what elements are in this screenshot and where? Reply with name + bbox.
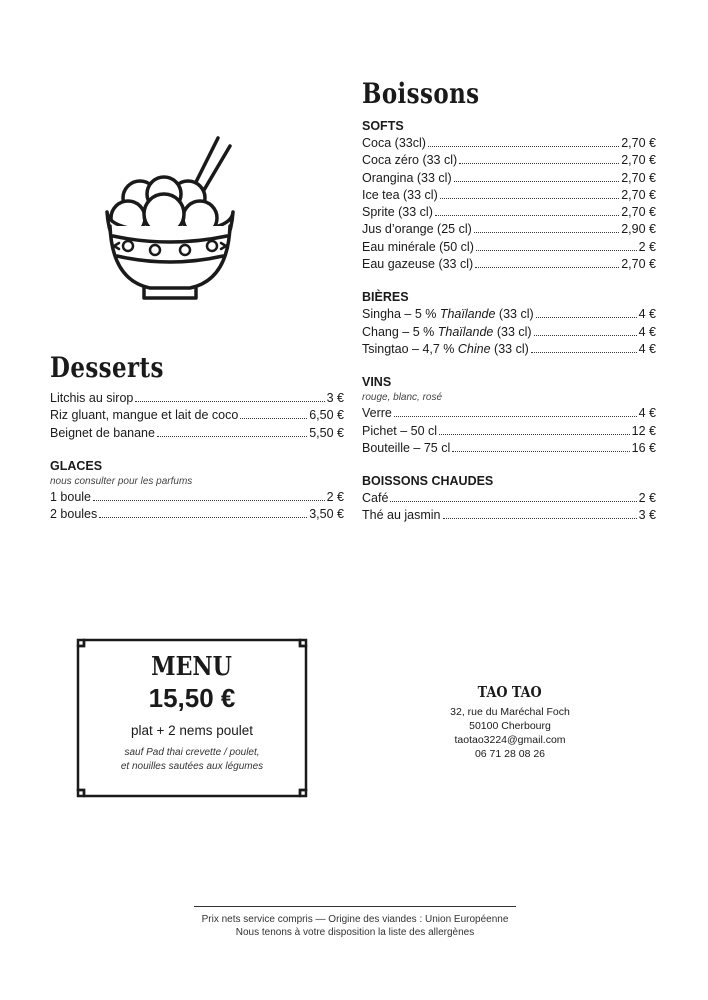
menu-item: Pichet – 50 cl 12 € [362, 423, 656, 438]
desserts-section [50, 351, 344, 523]
footer-line-1: Prix nets service compris — Origine des viandes : Union Européenne [201, 914, 509, 925]
menu-item: Coca zéro (33 cl) 2,70 € [362, 153, 656, 168]
softs-group [362, 118, 656, 273]
restaurant-info [430, 683, 590, 761]
vins-heading: VINS [362, 375, 392, 390]
menu-item: Eau minérale (50 cl) 2 € [362, 239, 656, 254]
softs-heading: SOFTS [362, 119, 404, 133]
menu-item: Ice tea (33 cl) 2,70 € [362, 187, 656, 202]
menu-item: Beignet de banane 5,50 € [50, 425, 344, 440]
menu-item: Coca (33cl) 2,70 € [362, 136, 656, 150]
rice-bowl-illustration [100, 130, 240, 300]
bieres-heading: BIÈRES [362, 290, 409, 305]
menu-formula-box [76, 638, 308, 798]
footer [194, 906, 516, 939]
bieres-group [362, 289, 656, 358]
restaurant-name: TAO TAO [477, 683, 543, 701]
footer-line-2: Nous tenons à votre disposition la liste des allergènes [235, 927, 475, 938]
footer-divider [194, 906, 516, 907]
email[interactable]: taotao3224@gmail.com [454, 734, 566, 746]
desserts-title: Desserts [50, 351, 164, 384]
vins-group [362, 374, 656, 457]
boissons-chaudes-heading: BOISSONS CHAUDES [362, 474, 494, 489]
menu-item: Thé au jasmin 3 € [362, 508, 656, 523]
city: 50100 Cherbourg [469, 720, 551, 732]
menu-item: Tsingtao – 4,7 % Chine (33 cl) 4 € [362, 341, 656, 356]
menu-title: MENU [151, 652, 233, 682]
menu-price: 15,50 € [148, 683, 236, 713]
menu-item: Eau gazeuse (33 cl) 2,70 € [362, 257, 656, 272]
menu-item: Sprite (33 cl) 2,70 € [362, 205, 656, 220]
menu-item: Orangina (33 cl) 2,70 € [362, 170, 656, 185]
glaces-heading: GLACES [50, 458, 103, 473]
menu-item: Singha – 5 % Thaïlande (33 cl) 4 € [362, 307, 656, 322]
boissons-section [362, 77, 656, 525]
menu-item: Litchis au sirop 3 € [50, 391, 344, 405]
menu-item: Café 2 € [362, 491, 656, 506]
phone[interactable]: 06 71 28 08 26 [474, 748, 546, 760]
menu-item: Riz gluant, mangue et lait de coco 6,50 € [50, 408, 344, 423]
glaces-group [50, 458, 344, 524]
menu-item: 1 boule 2 € [50, 489, 344, 504]
boissons-chaudes-group [362, 473, 656, 525]
vins-note: rouge, blanc, rosé [362, 392, 443, 404]
menu-item: Jus d’orange (25 cl) 2,90 € [362, 222, 656, 237]
menu-note: sauf Pad thai crevette / poulet, et nouilles sautées aux légumes [120, 746, 264, 772]
menu-item: Verre 4 € [362, 406, 656, 421]
boissons-title: Boissons [362, 77, 480, 110]
menu-item: Bouteille – 75 cl 16 € [362, 440, 656, 455]
menu-description: plat + 2 nems poulet [131, 722, 253, 738]
menu-item: 2 boules 3,50 € [50, 507, 344, 522]
address: 32, rue du Maréchal Foch [450, 706, 570, 718]
menu-item: Chang – 5 % Thaïlande (33 cl) 4 € [362, 324, 656, 339]
glaces-note: nous consulter pour les parfums [50, 475, 193, 487]
